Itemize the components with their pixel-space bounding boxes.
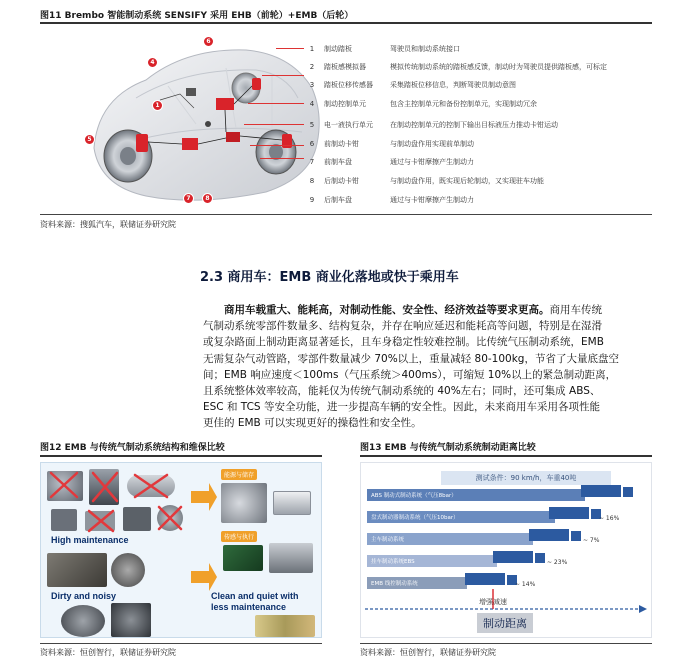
car-badge-7: 7 [183, 193, 194, 204]
legend-num: 7 [309, 158, 315, 166]
body-line-3: 或复杂路面上制动距离显著延长，且车身稳定性较难控制。比传统气压制动系统，EMB [203, 336, 604, 349]
body-bold-lead: 商用车载重大、能耗高，对制动性能、安全性、经济效益等要求更高。 [224, 304, 550, 316]
leader-line-3 [248, 103, 304, 104]
ecu-board-photo [223, 545, 263, 571]
car-badge-8: 8 [202, 193, 213, 204]
car-badge-1: 1 [152, 100, 163, 111]
body-line-6: 且系统整体效率较高，能耗仅为传统气制动系统的 40%左右；同时，还可集成 ABS、 [203, 385, 601, 398]
legend-row-8 [300, 172, 544, 190]
legend-row-7 [300, 153, 474, 171]
figure13-source: 资料来源：恒创智行，联储证券研究院 [360, 648, 496, 657]
legend-row-2 [300, 58, 607, 76]
legend-name: 电一液执行单元 [324, 121, 373, 129]
legend-num: 1 [309, 45, 315, 53]
body-line-2: 气制动系统零部件数量多、结构复杂，并存在响应延迟和能耗高等问题，特别是在湿滑 [203, 320, 602, 333]
braking-row-label: EMB 线控制动系统 [371, 581, 418, 587]
legend-row-5 [300, 116, 558, 134]
car-illustration [76, 28, 326, 212]
car-badge-5: 5 [84, 134, 95, 145]
legend-name: 踏板感模拟器 [324, 63, 366, 71]
figure11-title: 图11 Brembo 智能制动系统 SENSIFY 采用 EHB（前轮）+EMB（后轮） [40, 11, 354, 21]
transition-arrow [187, 481, 217, 601]
legend-name: 前制动卡钳 [324, 140, 359, 148]
figure12-source: 资料来源：恒创智行，联储证券研究院 [40, 648, 176, 657]
legend-desc: 驾驶员和制动系统接口 [390, 45, 460, 53]
legend-desc: 在制动控制单元的控制下输出目标液压力推动卡钳运动 [390, 121, 558, 129]
emb-actuator-photo [269, 543, 313, 573]
legend-desc: 采集踏板位移信息，判断驾驶员制动意图 [390, 81, 516, 89]
clean-quiet-label-1: Clean and quiet with [211, 591, 299, 601]
drum-brake-photo [61, 605, 105, 637]
legend-num: 6 [309, 140, 315, 148]
battery-photo [273, 491, 311, 515]
body-paragraph [203, 302, 669, 432]
figure13-top-rule [360, 455, 652, 457]
legend-desc: 与制动盘作用实现前单制动 [390, 140, 474, 148]
legend-name: 前制车盘 [324, 158, 352, 166]
pct-row-3: ~ 7% [583, 537, 600, 544]
alternator-photo [221, 483, 267, 523]
legend-row-6 [300, 135, 474, 153]
figure12-top-rule [40, 455, 322, 457]
braking-row-label: ABS 制动式制动系统（气压8bar） [371, 493, 457, 499]
body-line-4: 无需复杂气动管路，零部件数量减少 70%以上，重量减轻 80-100kg，节省了大量底盘空 [203, 352, 619, 365]
figure13-title: 图13 EMB 与传统气制动系统制动距离比较 [360, 443, 536, 453]
legend-name: 后制动卡钳 [324, 177, 359, 185]
drum-brake-photo-2 [111, 603, 151, 637]
braking-row-label: 盘式制动器制动系统（气压10bar） [371, 515, 459, 521]
car-badge-6: 6 [203, 36, 214, 47]
figure11-top-rule [40, 22, 652, 24]
figure12-image [40, 462, 322, 638]
legend-desc: 与制动盘作用，既实现后轮制动，又实现驻车功能 [390, 177, 544, 185]
body-line-1 [203, 302, 669, 318]
leader-line-6 [260, 158, 304, 159]
body-line-7: ESC 和 TCS 等安全功能，进一步提高车辆的安全性。因此，未来商用车采用各项性能 [203, 401, 600, 414]
braking-row-label: 主车制动系统 [371, 537, 405, 543]
legend-desc: 通过与卡钳摩擦产生制动力 [390, 158, 474, 166]
leader-line-4 [244, 124, 304, 125]
legend-num: 5 [309, 121, 315, 129]
body-text: 商用车传统 [549, 304, 602, 316]
figure12-bottom-rule [40, 643, 322, 644]
axis-caption: 增强减速 [479, 598, 507, 606]
legend-desc: 包含主控制单元和备份控制单元，实现制动冗余 [390, 100, 537, 108]
legend-name: 踏板位移传感器 [324, 81, 373, 89]
dirty-noisy-label: Dirty and noisy [51, 591, 117, 601]
emb-caliper-photo [255, 615, 315, 637]
legend-row-3 [300, 76, 516, 94]
energy-storage-tag: 能源与储存 [221, 469, 257, 480]
legend-name: 制动控制单元 [324, 100, 366, 108]
section-heading: 2.3 商用车：EMB 商业化落地或快于乘用车 [200, 270, 459, 285]
braking-row-label: 挂车制动系统EBS [371, 559, 415, 565]
legend-row-4 [300, 95, 537, 113]
figure11-source: 资料来源：搜狐汽车，联储证券研究院 [40, 220, 176, 229]
legend-name: 后制车盘 [324, 196, 352, 204]
clean-quiet-label-2: less maintenance [211, 602, 287, 612]
body-line-8: 更佳的 EMB 可以实现更好的操稳性和安全性。 [203, 417, 422, 430]
pct-row-5: ~ 14% [515, 581, 536, 588]
car-badge-4: 4 [147, 57, 158, 68]
figure13-bottom-rule [360, 643, 652, 644]
pct-row-4: ~ 23% [547, 559, 568, 566]
legend-desc: 通过与卡钳摩擦产生制动力 [390, 196, 474, 204]
leader-line-2 [262, 75, 304, 76]
legend-desc: 模拟传统制动系统的踏板感反馈，制动时为驾驶员提供踏板感，可标定 [390, 63, 607, 71]
legend-num: 8 [309, 177, 315, 185]
figure13-image [360, 462, 652, 638]
legend-name: 制动踏板 [324, 45, 352, 53]
figure12-title: 图12 EMB 与传统气制动系统结构和维保比较 [40, 443, 225, 453]
sensing-actuation-tag: 传感与执行 [221, 531, 257, 542]
legend-num: 4 [309, 100, 315, 108]
figure11-bottom-rule [40, 214, 652, 215]
wheel-end-photo [111, 553, 145, 587]
cross-marks [41, 463, 191, 543]
legend-num: 9 [309, 196, 315, 204]
high-maintenance-label: High maintenance [51, 535, 129, 545]
test-condition-banner: 测试条件：90 km/h，车重40吨 [441, 471, 611, 485]
dirty-brake-photo [47, 553, 107, 587]
legend-num: 3 [309, 81, 315, 89]
pct-row-2: ~ 16% [599, 515, 620, 522]
leader-line-5 [250, 145, 304, 146]
body-line-5: 间；EMB 响应速度＜100ms（气压系统＞400ms），可缩短 10%以上的紧急制动距离， [203, 368, 617, 381]
truck-icons [361, 463, 652, 638]
legend-num: 2 [309, 63, 315, 71]
legend-row-1 [300, 40, 460, 58]
legend-row-9 [300, 191, 474, 209]
braking-distance-label: 制动距离 [477, 613, 533, 633]
